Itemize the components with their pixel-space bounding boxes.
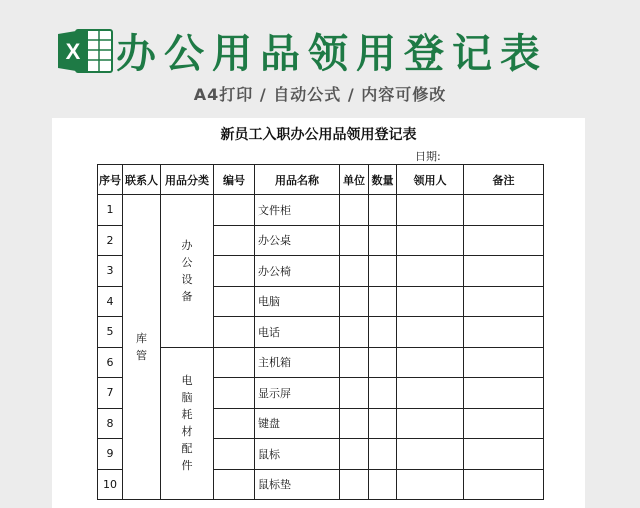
item-name-cell: 键盘	[255, 408, 340, 439]
contact-cell	[123, 195, 161, 500]
code-cell[interactable]	[214, 408, 255, 439]
table-row	[98, 347, 544, 378]
code-cell[interactable]	[214, 347, 255, 378]
column-header: 联系人	[123, 165, 161, 195]
recipient-cell[interactable]	[397, 195, 464, 226]
column-header: 编号	[214, 165, 255, 195]
quantity-cell[interactable]	[369, 439, 397, 470]
recipient-cell[interactable]	[397, 378, 464, 409]
quantity-cell[interactable]	[369, 225, 397, 256]
column-header: 领用人	[397, 165, 464, 195]
item-name-cell: 主机箱	[255, 347, 340, 378]
date-label: 日期:	[415, 150, 441, 163]
remark-cell[interactable]	[464, 256, 544, 287]
unit-cell[interactable]	[340, 347, 369, 378]
table-row	[98, 195, 544, 226]
quantity-cell[interactable]	[369, 347, 397, 378]
row-number: 3	[98, 256, 123, 287]
row-number: 4	[98, 286, 123, 317]
unit-cell[interactable]	[340, 225, 369, 256]
category-cell	[161, 195, 214, 348]
logo-letter: X	[65, 39, 81, 64]
row-number: 6	[98, 347, 123, 378]
recipient-cell[interactable]	[397, 408, 464, 439]
quantity-cell[interactable]	[369, 469, 397, 500]
row-number: 7	[98, 378, 123, 409]
code-cell[interactable]	[214, 469, 255, 500]
recipient-cell[interactable]	[397, 286, 464, 317]
column-header: 用品分类	[161, 165, 214, 195]
unit-cell[interactable]	[340, 469, 369, 500]
document-sheet	[52, 118, 585, 508]
recipient-cell[interactable]	[397, 317, 464, 348]
excel-logo-icon	[56, 26, 114, 76]
contact-name: 库 管	[136, 332, 147, 362]
category-cell	[161, 347, 214, 500]
quantity-cell[interactable]	[369, 256, 397, 287]
unit-cell[interactable]	[340, 286, 369, 317]
item-name-cell: 鼠标垫	[255, 469, 340, 500]
page-title: 办公用品领用登记表	[116, 31, 548, 77]
remark-cell[interactable]	[464, 408, 544, 439]
column-header: 单位	[340, 165, 369, 195]
row-number: 2	[98, 225, 123, 256]
column-header: 序号	[98, 165, 123, 195]
code-cell[interactable]	[214, 378, 255, 409]
remark-cell[interactable]	[464, 317, 544, 348]
remark-cell[interactable]	[464, 469, 544, 500]
column-header: 用品名称	[255, 165, 340, 195]
recipient-cell[interactable]	[397, 256, 464, 287]
row-number: 9	[98, 439, 123, 470]
unit-cell[interactable]	[340, 195, 369, 226]
recipient-cell[interactable]	[397, 347, 464, 378]
unit-cell[interactable]	[340, 317, 369, 348]
remark-cell[interactable]	[464, 225, 544, 256]
code-cell[interactable]	[214, 439, 255, 470]
item-name-cell: 文件柜	[255, 195, 340, 226]
remark-cell[interactable]	[464, 195, 544, 226]
recipient-cell[interactable]	[397, 469, 464, 500]
unit-cell[interactable]	[340, 256, 369, 287]
quantity-cell[interactable]	[369, 286, 397, 317]
code-cell[interactable]	[214, 195, 255, 226]
code-cell[interactable]	[214, 256, 255, 287]
item-name-cell: 办公桌	[255, 225, 340, 256]
register-table	[97, 164, 544, 500]
remark-cell[interactable]	[464, 347, 544, 378]
quantity-cell[interactable]	[369, 378, 397, 409]
quantity-cell[interactable]	[369, 195, 397, 226]
code-cell[interactable]	[214, 317, 255, 348]
item-name-cell: 显示屏	[255, 378, 340, 409]
quantity-cell[interactable]	[369, 317, 397, 348]
remark-cell[interactable]	[464, 286, 544, 317]
unit-cell[interactable]	[340, 408, 369, 439]
code-cell[interactable]	[214, 286, 255, 317]
category-name: 办 公 设 备	[181, 238, 193, 303]
document-title: 新员工入职办公用品领用登记表	[220, 127, 417, 143]
banner	[0, 0, 640, 118]
row-number: 8	[98, 408, 123, 439]
column-header: 数量	[369, 165, 397, 195]
row-number: 5	[98, 317, 123, 348]
item-name-cell: 电话	[255, 317, 340, 348]
column-header: 备注	[464, 165, 544, 195]
table-header-row	[98, 165, 544, 195]
category-name: 电 脑 耗 材 配 件	[181, 374, 193, 473]
quantity-cell[interactable]	[369, 408, 397, 439]
recipient-cell[interactable]	[397, 439, 464, 470]
page-subtitle: A4打印 / 自动公式 / 内容可修改	[193, 85, 447, 104]
code-cell[interactable]	[214, 225, 255, 256]
row-number: 10	[98, 469, 123, 500]
unit-cell[interactable]	[340, 439, 369, 470]
item-name-cell: 鼠标	[255, 439, 340, 470]
recipient-cell[interactable]	[397, 225, 464, 256]
row-number: 1	[98, 195, 123, 226]
item-name-cell: 电脑	[255, 286, 340, 317]
unit-cell[interactable]	[340, 378, 369, 409]
remark-cell[interactable]	[464, 378, 544, 409]
item-name-cell: 办公椅	[255, 256, 340, 287]
remark-cell[interactable]	[464, 439, 544, 470]
